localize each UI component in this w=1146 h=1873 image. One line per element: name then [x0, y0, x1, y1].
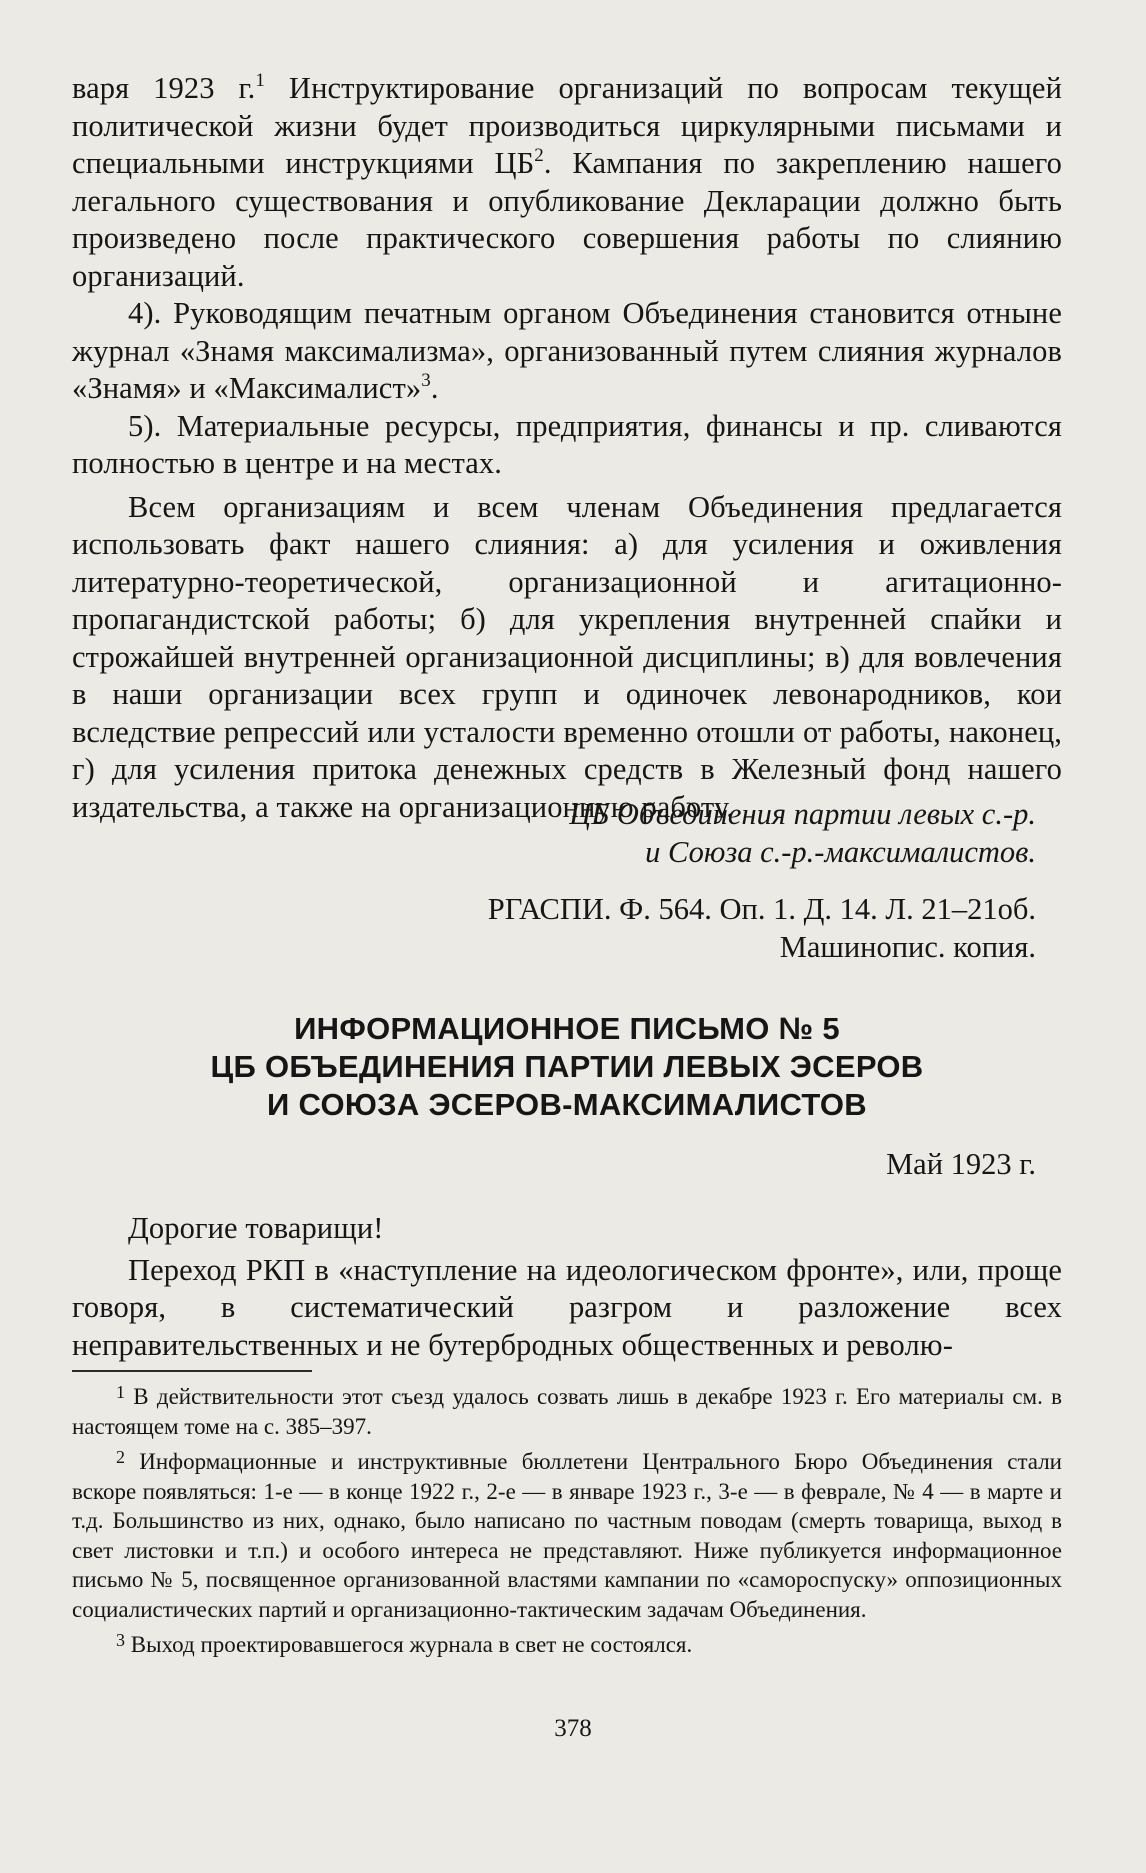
- letter-paragraph-1: Переход РКП в «наступление на идеологическом фронте», или, проще говоря, в систематический разгром и разложение всех неправительственных и не бутербродных общественных и револю-: [72, 1252, 1062, 1362]
- footnote-text: В действительности этот съезд удалось созвать лишь в декабре 1923 г. Его материалы см. в настоящем томе на с. 385–397.: [72, 1384, 1062, 1439]
- paragraph-point-4: [72, 295, 1062, 408]
- main-text-block: [72, 70, 1062, 826]
- footnote-divider: [72, 1370, 312, 1372]
- footnote-mark-2: 2: [116, 1447, 125, 1467]
- heading-line-1: ИНФОРМАЦИОННОЕ ПИСЬМО № 5: [294, 1011, 840, 1046]
- footnote-mark-3: 3: [116, 1630, 125, 1650]
- text-span: .: [430, 371, 439, 405]
- page-number: 378: [554, 1715, 592, 1742]
- archive-line-1: РГАСПИ. Ф. 564. Оп. 1. Д. 14. Л. 21–21об.: [487, 892, 1036, 926]
- heading-line-2: ЦБ ОБЪЕДИНЕНИЯ ПАРТИИ ЛЕВЫХ ЭСЕРОВ: [210, 1049, 924, 1084]
- footnote-text: Выход проектировавшегося журнала в свет не состоялся.: [125, 1632, 693, 1657]
- footnote-2: [72, 1447, 1062, 1624]
- archive-line-2: Машинопис. копия.: [779, 930, 1036, 964]
- letter-text-block: [72, 1210, 1062, 1364]
- footnote-text: Информационные и инструктивные бюллетени Центрального Бюро Объединения стали вскоре появляться: 1-е — в конце 1922 г., 2-е — в январе 1923 г., 3-е — в феврале, № 4 — в марте и т.д. Большинство из них, однако, было написано по частным поводам (смерть товарища, выход в свет листовки и т.п.) и особого интереса не представляют. Ниже публикуется информационное письмо № 5, посвященное организованной властями кампании по «самороспуску» оппозиционных социалистических партий и организационно-тактическим задачам Объединения.: [72, 1449, 1062, 1622]
- paragraph-point-5: 5). Материальные ресурсы, предприятия, финансы и пр. сливаются полностью в центре и на местах.: [72, 408, 1062, 480]
- footnotes-block: [72, 1382, 1062, 1660]
- footnote-3: [72, 1630, 1062, 1660]
- footnote-1: [72, 1382, 1062, 1441]
- paragraph-continuation: [72, 70, 1062, 295]
- text-span: Инструктирование организаций по вопросам текущей политической жизни будет производиться циркулярными письмами и специальными инструкциями ЦБ: [72, 71, 1062, 180]
- text-span: варя 1923 г.: [72, 71, 256, 105]
- signature-line-2: и Союза с.-р.-максималистов.: [645, 835, 1036, 869]
- document-heading: [72, 1010, 1062, 1124]
- signature-block: [569, 795, 1036, 871]
- document-date: Май 1923 г.: [886, 1147, 1036, 1181]
- footnote-ref-1[interactable]: 1: [255, 70, 265, 91]
- archive-reference: [488, 890, 1036, 966]
- text-span: . Кампания по закреплению нашего легального существования и опубликование Декларации должно быть произведено после практического совершения работы по слиянию организаций.: [72, 146, 1062, 293]
- footnote-mark-1: 1: [116, 1382, 125, 1402]
- letter-greeting: Дорогие товарищи!: [128, 1211, 384, 1245]
- footnote-ref-3[interactable]: 3: [421, 370, 431, 391]
- signature-line-1: ЦБ Объединения партии левых с.-р.: [569, 797, 1036, 831]
- text-span: 4). Руководящим печатным органом Объединения становится отныне журнал «Знамя максимализма», организованный путем слияния журналов «Знамя» и «Максималист»: [72, 296, 1062, 405]
- footnote-ref-2[interactable]: 2: [534, 145, 544, 166]
- heading-line-3: И СОЮЗА ЭСЕРОВ-МАКСИМАЛИСТОВ: [267, 1087, 867, 1122]
- paragraph-appeal: Всем организациям и всем членам Объединения предлагается использовать факт нашего слияния: а) для усиления и оживления литературно-теоретической, организационной и агитационно-пропагандистской работы; б) для укрепления внутренней спайки и строжайшей внутренней организационной дисциплины; в) для вовлечения в наши организации всех групп и одиночек левонародников, кои вследствие репрессий или усталости временно отошли от работы, наконец, г) для усиления притока денежных средств в Железный фонд нашего издательства, а также на организационную работу.: [72, 489, 1062, 824]
